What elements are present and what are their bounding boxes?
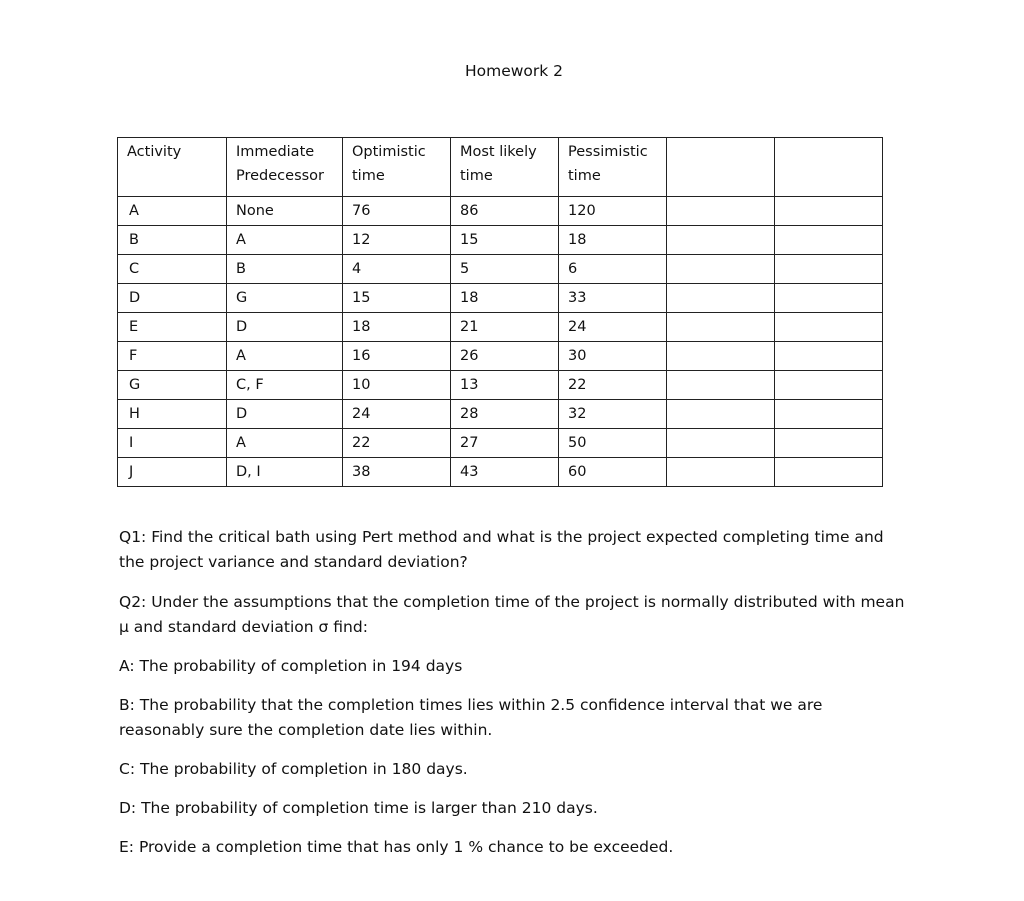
cell-predecessor: B (227, 255, 343, 284)
question-1: Q1: Find the critical bath using Pert method and what is the project expected completing time and the project variance and standard deviation? (119, 528, 884, 571)
cell-most-likely: 21 (451, 313, 559, 342)
cell-most-likely: 5 (451, 255, 559, 284)
cell-most-likely: 27 (451, 429, 559, 458)
cell-activity: B (118, 226, 227, 255)
cell-pessimistic: 24 (559, 313, 667, 342)
question-2: Q2: Under the assumptions that the completion time of the project is normally distributed with mean μ and standard deviation σ find: (119, 593, 905, 636)
header-most-likely-line1: Most likely (460, 144, 537, 160)
cell-empty (775, 255, 883, 284)
cell-empty (775, 458, 883, 487)
header-most-likely (451, 138, 559, 197)
cell-empty (667, 400, 775, 429)
cell-activity: H (118, 400, 227, 429)
header-optimistic-line1: Optimistic (352, 144, 426, 160)
cell-pessimistic: 120 (559, 197, 667, 226)
header-activity (118, 138, 227, 197)
cell-empty (775, 197, 883, 226)
table-row (118, 400, 883, 429)
cell-empty (667, 458, 775, 487)
cell-empty (775, 226, 883, 255)
cell-predecessor: D (227, 400, 343, 429)
cell-empty (667, 342, 775, 371)
cell-optimistic: 15 (343, 284, 451, 313)
cell-most-likely: 15 (451, 226, 559, 255)
cell-optimistic: 18 (343, 313, 451, 342)
page-title: Homework 2 (464, 62, 564, 80)
cell-predecessor: None (227, 197, 343, 226)
table-row (118, 313, 883, 342)
cell-optimistic: 16 (343, 342, 451, 371)
question-2-part-a: A: The probability of completion in 194 days (119, 657, 463, 675)
cell-optimistic: 10 (343, 371, 451, 400)
header-pessimistic (559, 138, 667, 197)
cell-predecessor: C, F (227, 371, 343, 400)
questions-section (119, 525, 909, 874)
cell-most-likely: 43 (451, 458, 559, 487)
cell-activity: E (118, 313, 227, 342)
header-empty-2 (775, 138, 883, 197)
header-most-likely-line2: time (460, 168, 493, 184)
table-row (118, 429, 883, 458)
cell-pessimistic: 30 (559, 342, 667, 371)
cell-empty (667, 371, 775, 400)
header-activity-line1: Activity (127, 144, 182, 160)
cell-predecessor: A (227, 226, 343, 255)
cell-most-likely: 18 (451, 284, 559, 313)
cell-pessimistic: 60 (559, 458, 667, 487)
header-pessimistic-line1: Pessimistic (568, 144, 648, 160)
cell-activity: J (118, 458, 227, 487)
table-row (118, 371, 883, 400)
cell-predecessor: A (227, 342, 343, 371)
cell-optimistic: 38 (343, 458, 451, 487)
cell-optimistic: 4 (343, 255, 451, 284)
pert-activity-table (117, 137, 883, 487)
cell-empty (667, 284, 775, 313)
cell-predecessor: D (227, 313, 343, 342)
table-row (118, 226, 883, 255)
cell-most-likely: 28 (451, 400, 559, 429)
cell-empty (775, 284, 883, 313)
cell-empty (775, 313, 883, 342)
cell-optimistic: 24 (343, 400, 451, 429)
cell-pessimistic: 50 (559, 429, 667, 458)
cell-pessimistic: 33 (559, 284, 667, 313)
cell-empty (667, 226, 775, 255)
header-pessimistic-line2: time (568, 168, 601, 184)
question-2-part-d: D: The probability of completion time is larger than 210 days. (119, 799, 598, 817)
cell-predecessor: A (227, 429, 343, 458)
table-row (118, 255, 883, 284)
table-row (118, 342, 883, 371)
cell-empty (775, 371, 883, 400)
cell-empty (667, 197, 775, 226)
table-row (118, 284, 883, 313)
cell-empty (667, 429, 775, 458)
cell-empty (775, 400, 883, 429)
cell-activity: C (118, 255, 227, 284)
cell-empty (775, 429, 883, 458)
question-2-part-c: C: The probability of completion in 180 days. (119, 760, 468, 778)
cell-activity: I (118, 429, 227, 458)
table-header-row (118, 138, 883, 197)
cell-most-likely: 26 (451, 342, 559, 371)
cell-empty (667, 255, 775, 284)
cell-activity: A (118, 197, 227, 226)
cell-pessimistic: 32 (559, 400, 667, 429)
cell-predecessor: D, I (227, 458, 343, 487)
cell-optimistic: 12 (343, 226, 451, 255)
cell-pessimistic: 18 (559, 226, 667, 255)
cell-optimistic: 76 (343, 197, 451, 226)
header-optimistic-line2: time (352, 168, 385, 184)
cell-most-likely: 13 (451, 371, 559, 400)
cell-pessimistic: 6 (559, 255, 667, 284)
header-predecessor (227, 138, 343, 197)
cell-predecessor: G (227, 284, 343, 313)
cell-optimistic: 22 (343, 429, 451, 458)
question-2-part-e: E: Provide a completion time that has only 1 % chance to be exceeded. (119, 838, 674, 856)
table-row (118, 458, 883, 487)
question-2-part-b: B: The probability that the completion times lies within 2.5 confidence interval that we are reasonably sure the completion date lies within. (119, 696, 823, 739)
cell-pessimistic: 22 (559, 371, 667, 400)
header-predecessor-line1: Immediate (236, 144, 315, 160)
header-predecessor-line2: Predecessor (236, 168, 325, 184)
cell-empty (667, 313, 775, 342)
header-empty-1 (667, 138, 775, 197)
cell-most-likely: 86 (451, 197, 559, 226)
cell-empty (775, 342, 883, 371)
header-optimistic (343, 138, 451, 197)
table-row (118, 197, 883, 226)
cell-activity: G (118, 371, 227, 400)
cell-activity: D (118, 284, 227, 313)
cell-activity: F (118, 342, 227, 371)
